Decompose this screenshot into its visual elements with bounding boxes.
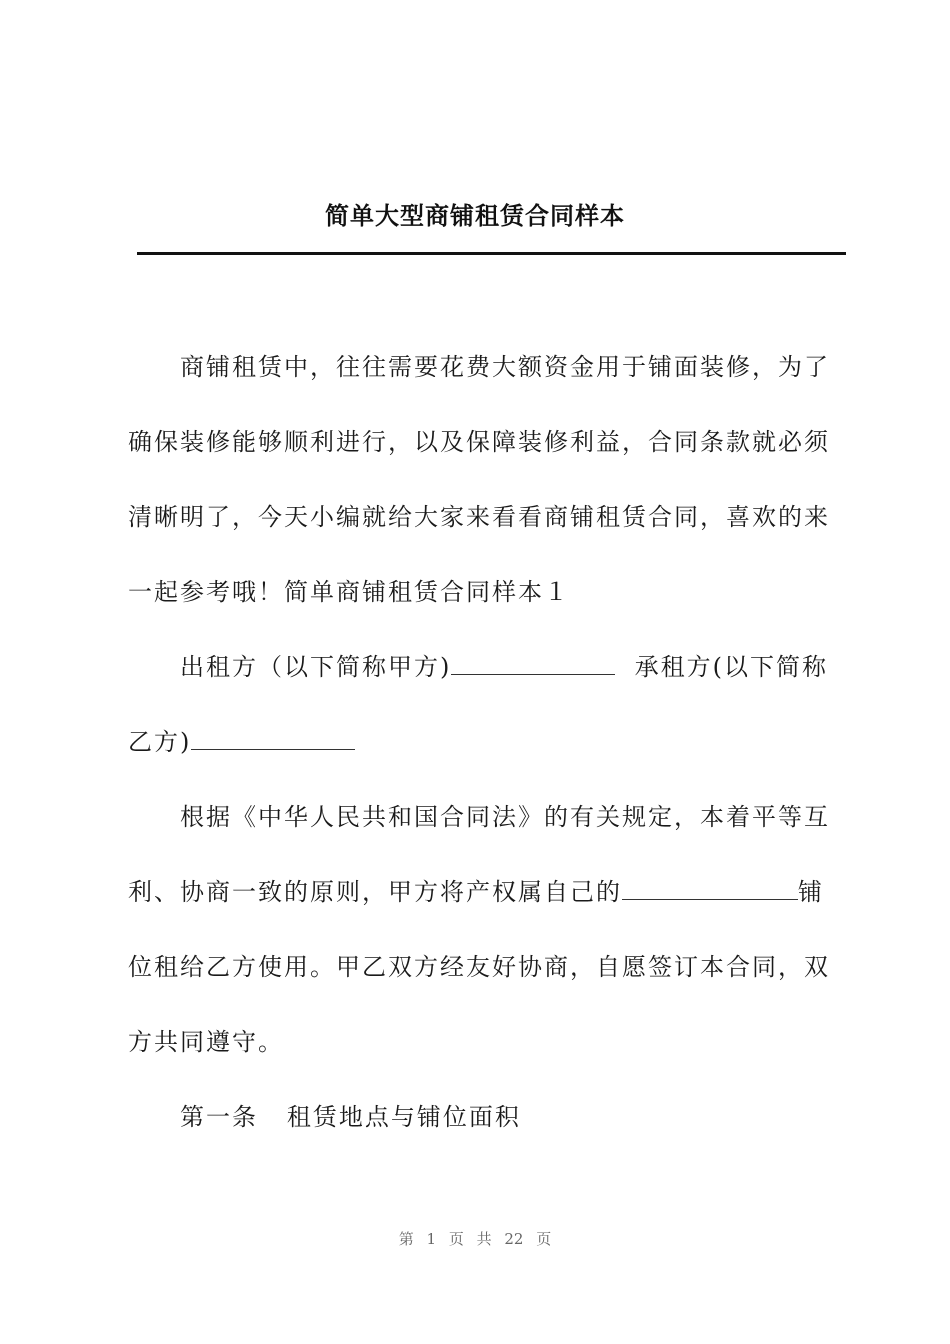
legal-basis-paragraph — [128, 780, 844, 1080]
legal-basis-text-start: 根据《中华人民共和国合同法》的有关规定，本着平等互利、协商一致的原则，甲方将产权属自己的 — [128, 803, 830, 906]
parties-paragraph — [128, 630, 844, 780]
lessor-name-blank[interactable] — [451, 654, 615, 675]
intro-paragraph: 商铺租赁中，往往需要花费大额资金用于铺面装修，为了确保装修能够顺利进行，以及保障装修利益，合同条款就必须清晰明了，今天小编就给大家来看看商铺租赁合同，喜欢的来一起参考哦！简单商铺租赁合同样本１ — [128, 353, 830, 606]
article-1-heading: 第一条 租赁地点与铺位面积 — [180, 1103, 521, 1131]
legal-basis-text-end: 铺位租给乙方使用。甲乙双方经友好协商，自愿签订本合同，双方共同遵守。 — [128, 878, 830, 1056]
shop-location-blank[interactable] — [622, 879, 798, 900]
lessee-label: 承租方(以下简称乙方) — [128, 653, 829, 756]
document-title: 简单大型商铺租赁合同样本 — [325, 201, 625, 230]
document-body — [128, 330, 844, 1155]
page-number-footer: 第 1 页 共 22 页 — [398, 1230, 552, 1248]
lessor-label: 出租方（以下简称甲方) — [180, 653, 452, 681]
lessee-name-blank[interactable] — [191, 729, 355, 750]
title-underline-rule — [137, 252, 846, 255]
